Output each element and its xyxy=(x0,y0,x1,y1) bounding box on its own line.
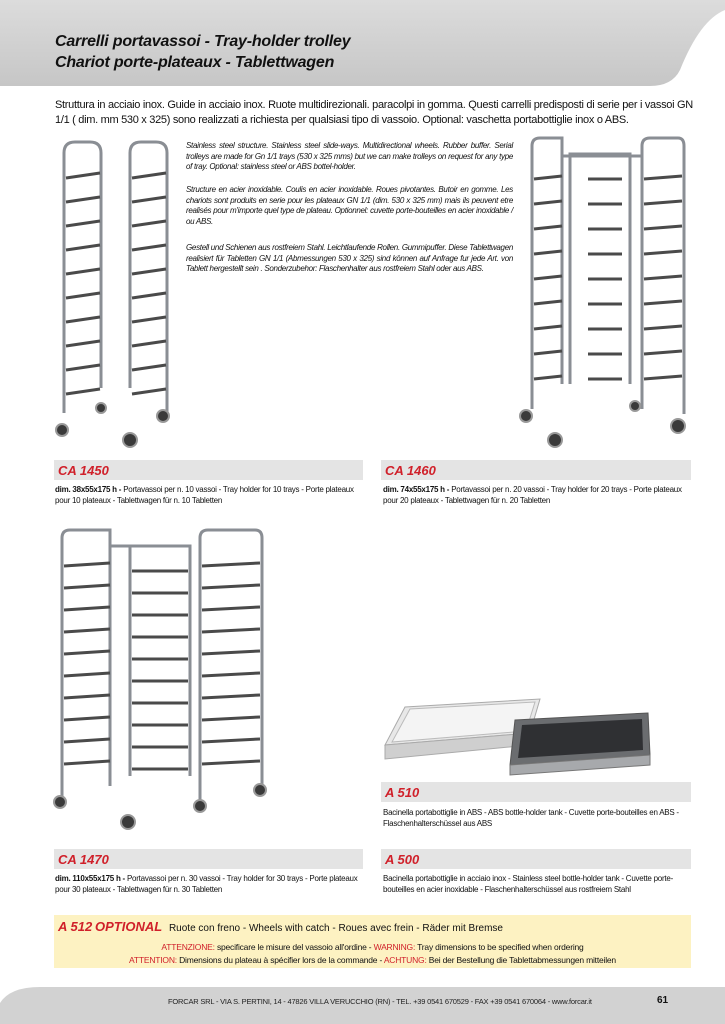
warning-label-en: WARNING: xyxy=(373,942,416,952)
footer-company-info: FORCAR SRL - VIA S. PERTINI, 14 - 47826 VILLA VERUCCHIO (RN) - TEL. +39 0541 670529 - FAX +39 0541 670064 - www.forcar.it xyxy=(168,997,592,1006)
page-number: 61 xyxy=(657,995,669,1006)
product-text-ca1460: Portavassoi per n. 20 vassoi - Tray holder for 20 trays - Porte plateaux pour 20 plateaux - Tablettwagen für n. 20 Tabletten xyxy=(383,485,682,505)
intro-italian: Struttura in acciaio inox. Guide in acciaio inox. Ruote multidirezionali. paracolpi in gomma. Questi carrelli predisposti di serie per i vassoi GN 1/1 ( dim. mm 530 x 325) sono realizzati a richiesta per qualsiasi tipo di vassoio. Optional: vaschetta portabottiglie inox o ABS. xyxy=(55,99,693,126)
product-desc-ca1470 xyxy=(55,874,361,895)
description-german: Gestell und Schienen aus rostfreiem Stahl. Leichtlaufende Rollen. Gummipuffer. Diese Tablettwagen realisiert für Tabletten GN 1/1 (Abmessungen 530 x 325) sind können auf Anfrage fur jede Art. von Tablett hergestellt sein . Sonderzubehor: Flaschenhalter aus rostfreiem Stahl oder aus ABS. xyxy=(186,243,513,274)
optional-wheels-box xyxy=(54,915,691,968)
code-bar-ca1470 xyxy=(54,849,363,869)
page-title-fr-de: Chariot porte-plateaux - Tablettwagen xyxy=(55,54,335,71)
product-code-ca1470: CA 1470 xyxy=(58,852,109,867)
warning-label-it: ATTENZIONE: xyxy=(161,942,215,952)
product-dim-ca1460: dim. 74x55x175 h - xyxy=(383,485,450,494)
page-header xyxy=(0,0,725,88)
warning-label-fr: ATTENTION: xyxy=(129,955,177,965)
product-desc-a500: Bacinella portabottiglie in acciaio inox - Stainless steel bottle-holder tank - Cuvette porte-bouteilles en acier inoxidable - Flaschenhalterschüssel aus rostfreiem Stahl xyxy=(383,874,673,894)
optional-code: A 512 xyxy=(58,919,93,934)
warning-line-it-en xyxy=(54,942,691,952)
optional-desc: Ruote con freno - Wheels with catch - Roues avec frein - Räder mit Bremse xyxy=(168,923,503,934)
warning-text-de: Bei der Bestellung die Tablettabmessungen mitteilen xyxy=(426,955,616,965)
code-bar-a510 xyxy=(381,782,691,802)
product-desc-ca1450 xyxy=(55,485,361,506)
product-code-ca1450: CA 1450 xyxy=(58,463,109,478)
product-code-ca1460: CA 1460 xyxy=(385,463,436,478)
product-desc-ca1460 xyxy=(383,485,689,506)
warning-label-de: ACHTUNG: xyxy=(383,955,427,965)
product-code-a510: A 510 xyxy=(385,785,420,800)
warning-text-it: specificare le misure del vassoio all'ordine - xyxy=(214,942,374,952)
description-french: Structure en acier inoxidable. Coulis en acier inoxidable. Roues pivotantes. Butoir en gomme. Les chariots sont produits en serie pour les plateaux GN 1/1 (dim. 530 x 325 mm) mais ils peuvent etre realisés pour m'importe quel type de plateau. Optionnel: cuvette porte-bouteilles en acier inoxidable / ou ABS. xyxy=(186,185,513,226)
code-bar-ca1450 xyxy=(54,460,363,480)
trolley-ca1460-image xyxy=(510,134,695,456)
optional-tag: OPTIONAL xyxy=(95,919,163,934)
bottle-holder-tanks-image xyxy=(380,695,660,780)
product-dim-ca1450: dim. 38x55x175 h - xyxy=(55,485,122,494)
product-code-a500: A 500 xyxy=(385,852,420,867)
warning-text-fr: Dimensions du plateau à spécifier lors de la commande - xyxy=(176,955,384,965)
trolley-ca1470-image xyxy=(50,526,275,841)
optional-header xyxy=(58,919,503,934)
product-dim-ca1470: dim. 110x55x175 h - xyxy=(55,874,125,883)
description-english: Stainless steel structure. Stainless steel slide-ways. Multidirectional wheels. Rubber buffer. Serial trolleys are made for Gn 1/1 trays (530 x 325 mms) but we can make trolleys on request for any type of tray. Optional: stainless steel or ABS bottel-holder. xyxy=(186,141,513,172)
code-bar-a500 xyxy=(381,849,691,869)
product-text-ca1470: Portavassoi per n. 30 vassoi - Tray holder for 30 trays - Porte plateaux pour 30 plateaux - Tablettwagen für n. 30 Tabletten xyxy=(55,874,358,894)
page-footer xyxy=(0,985,725,1024)
warning-line-fr-de xyxy=(54,955,691,965)
product-desc-a510: Bacinella portabottiglie in ABS - ABS bottle-holder tank - Cuvette porte-bouteilles en ABS - Flaschenhalterschüssel aus ABS xyxy=(383,808,679,828)
trolley-ca1450-image xyxy=(50,138,180,456)
code-bar-ca1460 xyxy=(381,460,691,480)
page-title-it-en: Carrelli portavassoi - Tray-holder trolley xyxy=(55,33,351,50)
warning-text-en: Tray dimensions to be specified when ordering xyxy=(415,942,584,952)
product-text-ca1450: Portavassoi per n. 10 vassoi - Tray holder for 10 trays - Porte plateaux pour 10 plateaux - Tablettwagen für n. 10 Tabletten xyxy=(55,485,354,505)
